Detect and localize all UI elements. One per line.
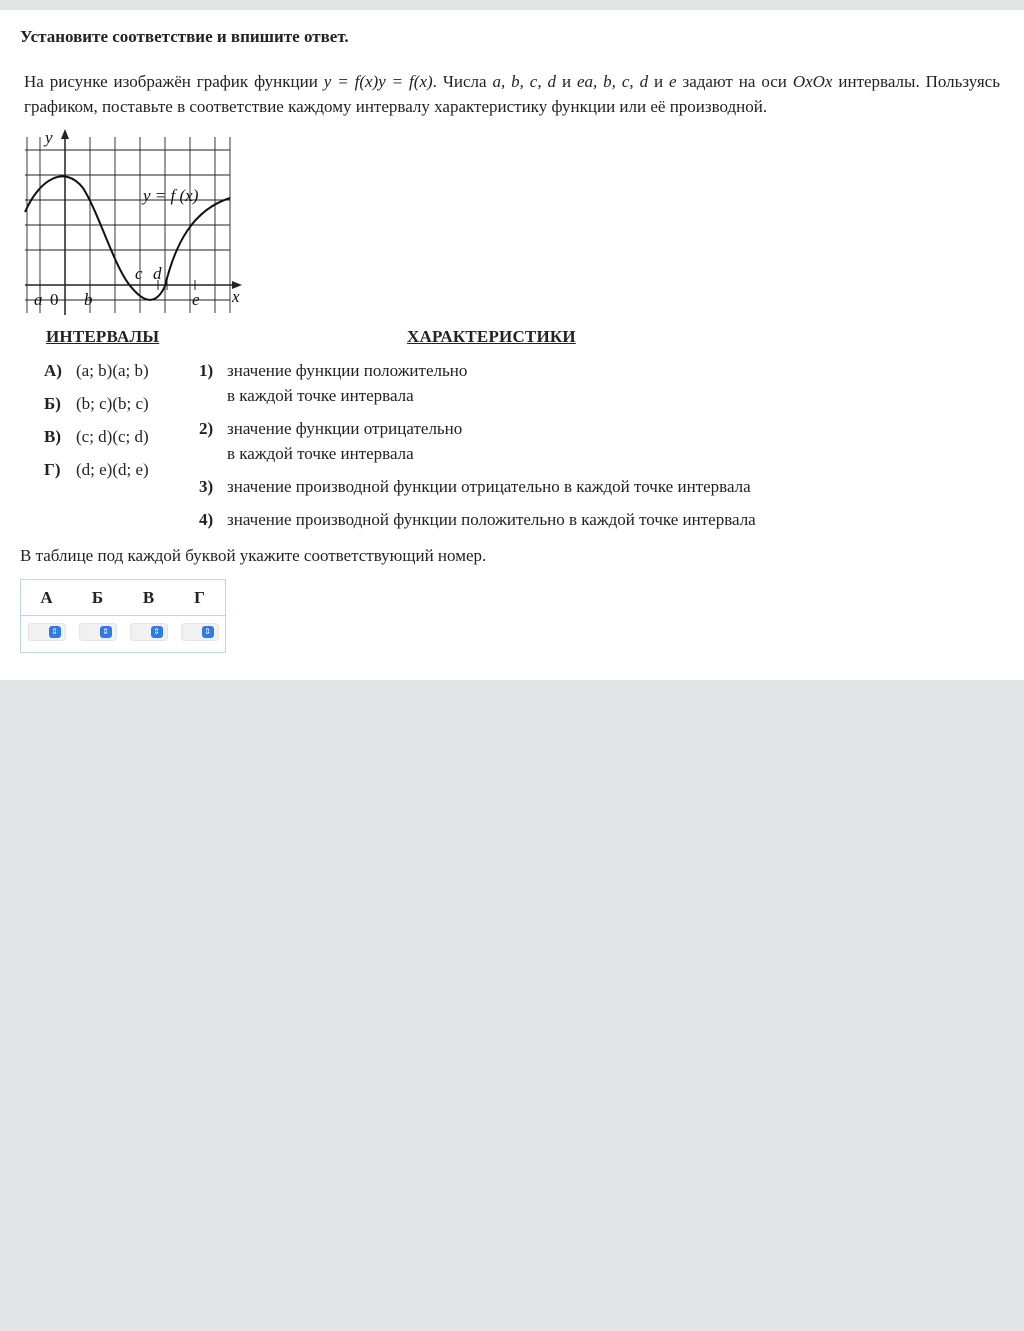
para-text-5: задают на оси: [676, 72, 793, 91]
answer-header-row: [21, 580, 226, 616]
select-arrows-icon: ⇕: [100, 626, 112, 638]
function-curve: [25, 176, 230, 299]
point-label-c: c: [135, 264, 143, 283]
para-letter-e: e: [669, 72, 677, 91]
interval-letter: Б): [44, 394, 61, 413]
characteristic-text-line2: в каждой точке интервала: [227, 386, 414, 405]
graph-grid: [25, 137, 230, 313]
characteristic-text: значение функции отрицательно: [227, 419, 463, 438]
characteristic-number: 2): [199, 419, 214, 438]
answer-column-g: Г: [174, 580, 226, 616]
intervals-title: ИНТЕРВАЛЫ: [46, 327, 160, 346]
characteristics-title: ХАРАКТЕРИСТИКИ: [407, 327, 576, 346]
characteristic-text-line2: в каждой точке интервала: [227, 444, 414, 463]
interval-item: [44, 394, 149, 414]
para-text-3: и: [556, 72, 577, 91]
answer-select-b[interactable]: [79, 623, 117, 641]
interval-value: (a; b)(a; b): [76, 361, 149, 380]
characteristic-number: 4): [199, 510, 214, 529]
para-text-4: и: [648, 72, 670, 91]
para-letters-1: a, b, c, d: [492, 72, 557, 91]
answer-column-a: А: [21, 580, 73, 616]
point-label-d: d: [153, 264, 162, 283]
answer-input-row: [21, 616, 226, 653]
para-letters-2: ea, b, c, d: [576, 72, 649, 91]
answer-select-g[interactable]: [181, 623, 219, 641]
para-text-6: интервалы. Пользуясь графиком, поставьте в соответствие каждому интервалу характеристику функции или её производной.: [24, 72, 1000, 116]
point-label-zero: 0: [50, 290, 59, 309]
interval-value: (d; e)(d; e): [76, 460, 149, 479]
point-label-e: e: [192, 290, 200, 309]
characteristic-text: значение производной функции положительно в каждой точке интервала: [227, 510, 756, 529]
x-axis-label: x: [232, 287, 240, 306]
characteristic-number: 1): [199, 361, 214, 380]
interval-item: [44, 361, 149, 381]
select-arrows-icon: ⇕: [202, 626, 214, 638]
answer-table: [20, 579, 226, 653]
answer-instruction: В таблице под каждой буквой укажите соответствующий номер.: [20, 546, 487, 565]
task-paragraph: [24, 69, 1000, 119]
graph-axes: [25, 129, 242, 315]
interval-item: [44, 460, 149, 480]
y-axis-label: y: [45, 128, 53, 147]
point-label-a: a: [34, 290, 43, 309]
para-func: y = f(x)y = f(x): [323, 72, 433, 91]
select-arrows-icon: ⇕: [49, 626, 61, 638]
characteristic-text: значение производной функции отрицательно в каждой точке интервала: [227, 477, 751, 496]
para-text-1: На рисунке изображён график функции: [24, 72, 324, 91]
task-card: [0, 10, 1024, 680]
function-graph: [20, 120, 250, 325]
interval-value: (c; d)(c; d): [76, 427, 149, 446]
characteristic-number: 3): [199, 477, 214, 496]
answer-select-a[interactable]: [28, 623, 66, 641]
answer-column-b: Б: [72, 580, 123, 616]
para-axis: OxOx: [792, 72, 833, 91]
interval-item: [44, 427, 149, 447]
interval-letter: Г): [44, 460, 61, 479]
curve-label: y = f (x): [143, 186, 199, 205]
select-arrows-icon: ⇕: [151, 626, 163, 638]
interval-letter: В): [44, 427, 61, 446]
interval-value: (b; c)(b; c): [76, 394, 149, 413]
para-text-2: . Числа: [432, 72, 493, 91]
point-label-b: b: [84, 290, 93, 309]
answer-column-v: В: [123, 580, 174, 616]
answer-select-v[interactable]: [130, 623, 168, 641]
interval-letter: А): [44, 361, 62, 380]
characteristic-text: значение функции положительно: [227, 361, 468, 380]
task-heading: Установите соответствие и впишите ответ.: [20, 27, 349, 46]
